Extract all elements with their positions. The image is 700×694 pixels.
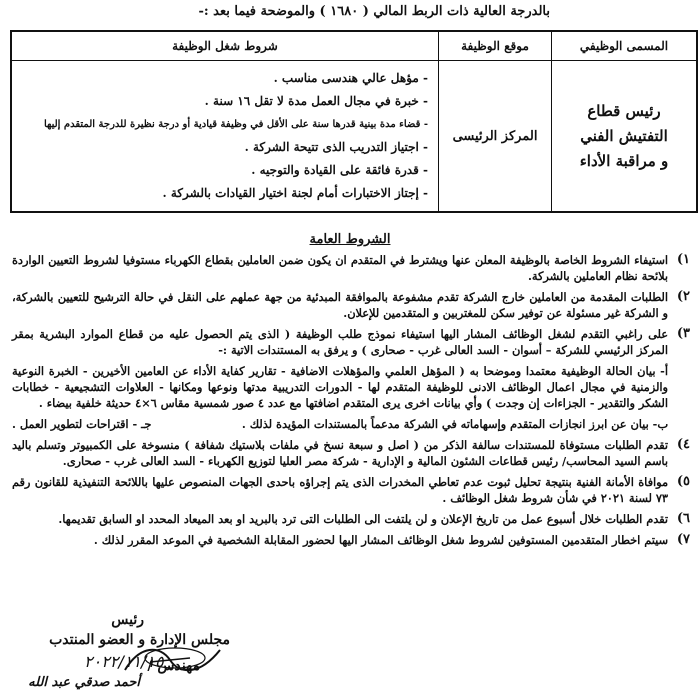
list-item [12,326,692,358]
condition-item: - قدرة فائقة على القيادة والتوجيه . [251,163,428,177]
item-text: سيتم اخطار المتقدمين المستوفين لشروط شغل الوظائف المشار اليها لحضور المقابلة الشخصية في الموعد المقرر لذلك . [93,533,668,547]
list-item [12,437,692,469]
list-item [12,474,692,506]
job-title-line: و مراقبة الأداء [579,151,669,170]
item-number: ١) [676,252,690,267]
item-text: تقدم الطلبات خلال أسبوع عمل من تاريخ الإعلان و لن يلتفت الى الطلبات التى ترد بالبريد او بعد الميعاد المحدد او السابق تقديمها. [58,512,668,526]
header-job-location: موقع الوظيفة [439,31,552,61]
list-item [12,252,692,284]
general-conditions-title: الشروط العامة [309,232,391,247]
item-number: ٢) [676,289,690,304]
item-text: استيفاء الشروط الخاصة بالوظيفة المعلن عنها ويشترط في المتقدم ان يكون ضمن العاملين بقطاع الكهرباء مستوفيا لشروط التعيين الواردة بلائحة نظام العاملين بالشركة. [12,253,668,283]
condition-item: - قضاء مدة بينية قدرها سنة على الأقل في وظيفة قيادية أو درجة نظيرة للدرجة المتقدم إليها [43,119,428,130]
item-text: الطلبات المقدمة من العاملين خارج الشركة تقدم مشفوعة بالموافقة المبدئية من جهة عملهم على النقل في حالة الترشيح للتعيين بالشركة، و الشركة غير مسئولة عن توفير سكن للمغتربين و المتقدمين للإعلان. [12,290,668,320]
job-title-line: التفتيش الفني [580,126,668,145]
table-header-row [11,31,697,61]
condition-item: - اجتياز التدريب الذى تتيحة الشركة . [244,140,428,154]
signature-board: مجلس الإدارة و العضو المنتدب [49,632,230,648]
job-table [10,30,698,213]
handwritten-signature-icon [120,640,230,680]
item-text: موافاة الأمانة الفنية بنتيجة تحليل ثبوت عدم تعاطي المخدرات الذى يتم إجراؤه باحدى الجهات المنصوص عليها باللائحة التنفيذية للقانون رقم ٧٣ لسنة ٢٠٢١ في شأن شروط شغل الوظائف . [12,475,668,505]
list-item [12,289,692,321]
header-job-conditions: شروط شغل الوظيفة [11,31,439,61]
item-text: أ- بيان الحالة الوظيفية معتمدا وموضحا به ( المؤهل العلمي والمؤهلات الاضافية - تقارير كفاية الأداء عن العامين الأخيرين - الخبرة النوعية والزمنية في مجال اعمال الوظائف الادنى للوظيفة المتقدم لها - الدورات التدريبية مدتها ونوعها ومكانها - العلاوات التشجيعية - خطابات الشكر والتقدير - الجزاءات إن وجدت ) وأي بيانات اخرى يرى المتقدم اضافتها مع عدد ٤ صور شمسية مقاس ٦×٤ حديثة خلفية بيضاء . [12,364,668,410]
list-item [12,363,692,411]
item-number: ٥) [676,474,690,489]
signature-date: ٢٠٢٢/١١/١٥ [84,652,164,671]
header-job-title: المسمى الوظيفي [552,31,698,61]
item-text: ب- بيان عن ابرز انجازات المتقدم وإسهاماته في الشركة مدعماً بالمستندات المؤيدة لذلك . [241,417,668,431]
list-item [12,511,692,527]
condition-item: - إجتاز الاختبارات أمام لجنة اختيار القيادات بالشركة . [162,186,428,200]
job-title-cell [552,61,698,213]
item-text: على راغبي التقدم لشغل الوظائف المشار اليها استيفاء نموذج طلب الوظيفة ( الذى يتم الحصول عليه من قطاع الموارد البشرية بمقر المركز الرئيسي للشركة – أسوان - السد العالى غرب - صحارى ) و يرفق به المستندات الاتية :- [12,327,668,357]
table-row [11,61,697,213]
item-number: ٦) [676,511,690,526]
signature-title: رئيس [111,612,144,628]
signature-eng: مهندس / [147,658,200,674]
condition-item: - مؤهل عالي هندسى مناسب . [273,71,428,85]
job-location-cell: المركز الرئيسى [439,61,552,213]
item-number: ٣) [676,326,690,341]
list-item [12,416,692,432]
list-item [12,532,692,548]
general-conditions-list [12,252,692,553]
signature-name: أحمد صدقي عبد الله [28,675,140,690]
job-conditions-cell [11,61,439,213]
intro-line: بالدرجة العالية ذات الربط المالي ( ١٦٨٠ ) والموضحة فيما بعد :- [198,4,550,19]
item-number: ٤) [676,437,690,452]
item-text: جـ - اقتراحات لتطوير العمل . [12,417,152,431]
item-text: تقدم الطلبات مستوفاة للمستندات سالفة الذكر من ( اصل و سبعة نسخ في ملفات بلاستيك شفافة ) منسوخة على الكمبيوتر وتسلم باليد باسم السيد المحاسب/ رئيس قطاعات الشئون المالية و الإدارية - شركة مصر العليا لتوزيع الكهرباء - السد العالى غرب - صحارى. [12,438,668,468]
item-number: ٧) [676,532,690,547]
job-title-line: رئيس قطاع [587,101,661,120]
condition-item: - خبرة في مجال العمل مدة لا تقل ١٦ سنة . [204,94,428,108]
